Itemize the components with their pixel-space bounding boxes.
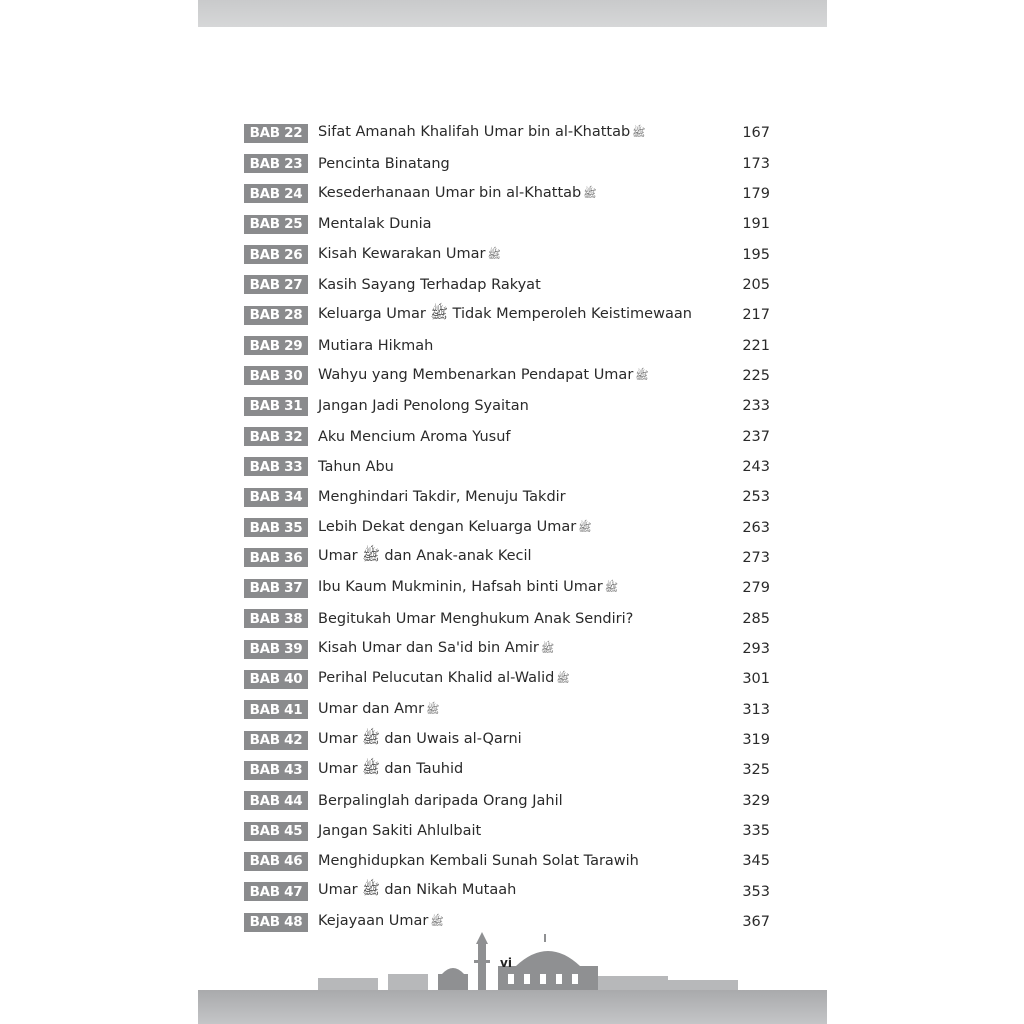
chapter-badge: BAB 31 [244,397,308,416]
chapter-title [318,611,710,627]
page-ref: 221 [742,337,770,354]
chapter-badge: BAB 23 [244,154,308,173]
page-ref: 263 [742,519,770,536]
chapter-title [318,367,710,385]
toc-entry [244,634,770,664]
chapter-badge: BAB 36 [244,548,308,567]
chapter-title-text: Umar ﷺ dan Anak-anak Kecil [318,548,532,565]
page-ref: 243 [742,458,770,475]
chapter-badge: BAB 35 [244,518,308,537]
toc-entry [244,421,770,451]
chapter-badge: BAB 29 [244,336,308,355]
chapter-badge: BAB 25 [244,215,308,234]
toc-entry [244,543,770,573]
chapter-title [318,519,710,537]
chapter-badge: BAB 37 [244,579,308,598]
chapter-title [318,730,710,751]
page-ref: 191 [742,216,770,233]
page-ref: 319 [742,732,770,749]
toc-entry [244,330,770,360]
table-of-contents [244,118,770,937]
page-ref: 335 [742,823,770,840]
chapter-badge: BAB 33 [244,457,308,476]
chapter-title-text: Kisah Kewarakan Umar [318,245,486,262]
chapter-title-text: Keluarga Umar ﷺ Tidak Memperoleh Keistimewaan [318,305,692,322]
page-ref: 237 [742,428,770,445]
chapter-title [318,881,710,902]
page-ref: 167 [742,125,770,142]
honorific-glyph: ﷺ [632,126,646,140]
bottom-band [198,990,827,1024]
chapter-title [318,701,710,719]
page-ref: 217 [742,307,770,324]
chapter-title-text: Menghidupkan Kembali Sunah Solat Tarawih [318,853,639,870]
toc-entry [244,573,770,603]
chapter-title [318,216,710,232]
toc-entry [244,270,770,300]
chapter-badge: BAB 47 [244,882,308,901]
chapter-title [318,459,710,475]
chapter-badge: BAB 30 [244,366,308,385]
honorific-glyph: ﷺ [578,520,592,534]
chapter-badge: BAB 32 [244,427,308,446]
chapter-badge: BAB 38 [244,609,308,628]
chapter-title [318,853,710,869]
chapter-title-text: Mutiara Hikmah [318,337,434,354]
chapter-badge: BAB 39 [244,640,308,659]
honorific-glyph: ﷺ [430,915,444,929]
page-ref: 173 [742,155,770,172]
page-ref: 367 [742,914,770,931]
chapter-title-text: Kejayaan Umar [318,913,429,930]
toc-entry [244,755,770,785]
chapter-title [318,338,710,354]
page-ref: 325 [742,762,770,779]
honorific-glyph: ﷺ [604,581,618,595]
chapter-badge: BAB 34 [244,488,308,507]
honorific-glyph: ﷺ [635,368,649,382]
chapter-title-text: Wahyu yang Membenarkan Pendapat Umar [318,366,634,383]
chapter-badge: BAB 28 [244,306,308,325]
toc-entry [244,786,770,816]
toc-entry [244,209,770,239]
chapter-badge: BAB 27 [244,275,308,294]
chapter-title-text: Kesederhanaan Umar bin al-Khattab [318,184,582,201]
honorific-glyph: ﷺ [426,702,440,716]
chapter-title [318,489,710,505]
chapter-title-text: Tahun Abu [318,458,394,475]
toc-entry [244,452,770,482]
page-ref: 285 [742,610,770,627]
page-number: vi [500,956,512,970]
chapter-title [318,124,710,142]
chapter-badge: BAB 22 [244,124,308,143]
page-ref: 179 [742,185,770,202]
chapter-title [318,185,710,203]
chapter-badge: BAB 43 [244,761,308,780]
chapter-title-text: Pencinta Binatang [318,155,450,172]
toc-entry [244,118,770,148]
toc-entry [244,361,770,391]
top-band [198,0,827,27]
page-ref: 273 [742,549,770,566]
chapter-title-text: Berpalinglah daripada Orang Jahil [318,792,563,809]
honorific-glyph: ﷺ [583,186,597,200]
page-ref: 279 [742,580,770,597]
page-ref: 345 [742,853,770,870]
chapter-title [318,670,710,688]
page-ref: 293 [742,641,770,658]
toc-entry [244,391,770,421]
chapter-title [318,823,710,839]
page-ref: 225 [742,367,770,384]
chapter-title [318,398,710,414]
toc-entry [244,300,770,330]
toc-entry [244,664,770,694]
chapter-badge: BAB 26 [244,245,308,264]
chapter-title [318,429,710,445]
toc-entry [244,695,770,725]
page-ref: 205 [742,276,770,293]
toc-entry [244,239,770,269]
chapter-title-text: Umar ﷺ dan Tauhid [318,760,464,777]
chapter-title [318,793,710,809]
book-page [198,0,827,1024]
chapter-title-text: Umar ﷺ dan Nikah Mutaah [318,882,517,899]
toc-entry [244,179,770,209]
chapter-badge: BAB 24 [244,184,308,203]
page-ref: 353 [742,883,770,900]
page-ref: 233 [742,398,770,415]
chapter-title-text: Lebih Dekat dengan Keluarga Umar [318,518,577,535]
chapter-title-text: Aku Mencium Aroma Yusuf [318,428,511,445]
toc-entry [244,512,770,542]
chapter-title-text: Begitukah Umar Menghukum Anak Sendiri? [318,610,634,627]
toc-entry [244,816,770,846]
chapter-title [318,156,710,172]
page-ref: 253 [742,489,770,506]
chapter-title-text: Perihal Pelucutan Khalid al-Walid [318,670,555,687]
chapter-title-text: Jangan Sakiti Ahlulbait [318,823,482,840]
honorific-glyph: ﷺ [556,672,570,686]
toc-entry [244,604,770,634]
page-ref: 329 [742,792,770,809]
chapter-title-text: Umar ﷺ dan Uwais al-Qarni [318,730,522,747]
chapter-title [318,547,710,568]
chapter-title-text: Kisah Umar dan Sa'id bin Amir [318,640,539,657]
chapter-title [318,579,710,597]
toc-entry [244,877,770,907]
chapter-badge: BAB 48 [244,913,308,932]
chapter-title-text: Sifat Amanah Khalifah Umar bin al-Khattab [318,124,631,141]
toc-entry [244,725,770,755]
page-ref: 301 [742,671,770,688]
chapter-badge: BAB 40 [244,670,308,689]
chapter-badge: BAB 42 [244,731,308,750]
chapter-title [318,640,710,658]
honorific-glyph: ﷺ [487,247,501,261]
chapter-badge: BAB 46 [244,852,308,871]
page-ref: 313 [742,701,770,718]
chapter-title [318,760,710,781]
chapter-title-text: Umar dan Amr [318,700,425,717]
honorific-glyph: ﷺ [540,642,555,656]
chapter-badge: BAB 41 [244,700,308,719]
chapter-title-text: Ibu Kaum Mukminin, Hafsah binti Umar [318,579,603,596]
chapter-title [318,277,710,293]
chapter-title-text: Menghindari Takdir, Menuju Takdir [318,489,566,506]
toc-entry [244,482,770,512]
toc-entry [244,148,770,178]
page-ref: 195 [742,246,770,263]
toc-entry [244,846,770,876]
chapter-title [318,913,710,931]
chapter-title-text: Mentalak Dunia [318,216,432,233]
chapter-title-text: Jangan Jadi Penolong Syaitan [318,398,529,415]
chapter-title [318,305,710,326]
chapter-title [318,246,710,264]
chapter-badge: BAB 44 [244,791,308,810]
chapter-title-text: Kasih Sayang Terhadap Rakyat [318,276,541,293]
chapter-badge: BAB 45 [244,822,308,841]
